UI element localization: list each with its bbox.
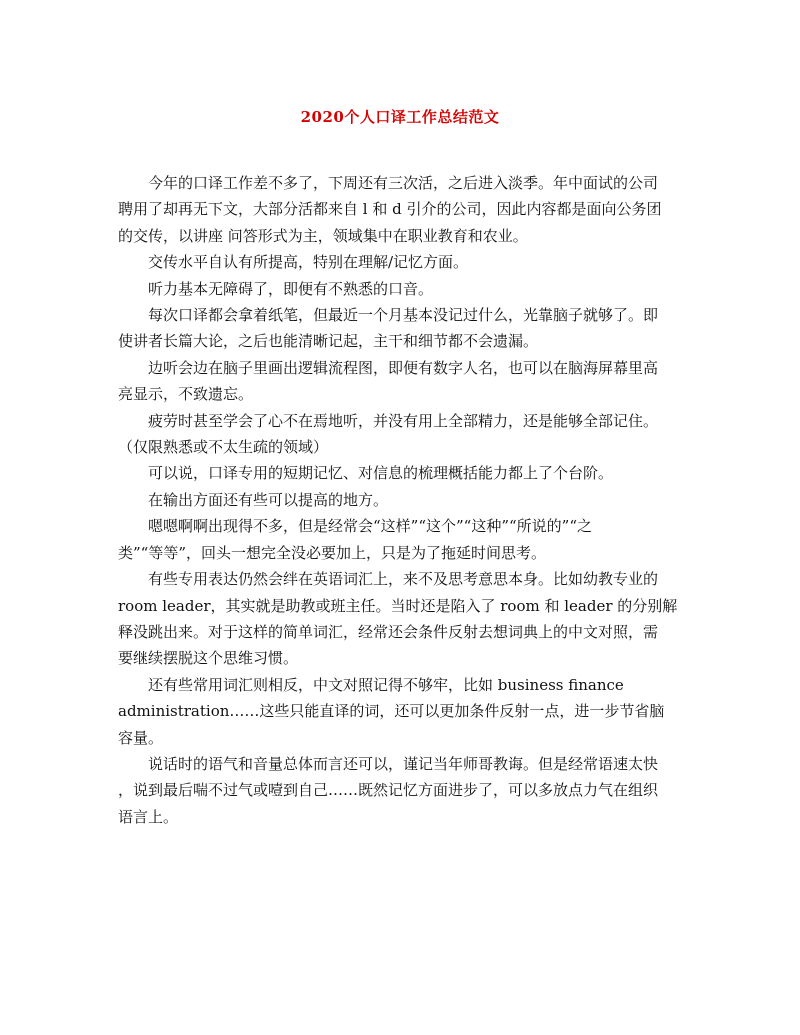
paragraph-line: ，说到最后喘不过气或噎到自己……既然记忆方面进步了，可以多放点力气在组织 bbox=[118, 781, 659, 800]
paragraph-line: 还有些常用词汇则相反，中文对照记得不够牢，比如 business finance bbox=[148, 675, 624, 694]
paragraph-line: 在输出方面还有些可以提高的地方。 bbox=[148, 490, 389, 509]
paragraph-line: 交传水平自认有所提高，特别在理解/记忆方面。 bbox=[148, 253, 469, 272]
paragraph-line: 语言上。 bbox=[118, 807, 179, 826]
paragraph-line: 的交传，以讲座 问答形式为主，领域集中在职业教育和农业。 bbox=[118, 226, 528, 245]
paragraph bbox=[118, 355, 688, 408]
document-body bbox=[118, 170, 688, 830]
paragraph-line: 有些专用表达仍然会绊在英语词汇上，来不及思考意思本身。比如幼教专业的 bbox=[148, 570, 659, 589]
paragraph-line: 今年的口译工作差不多了，下周还有三次活，之后进入淡季。年中面试的公司 bbox=[148, 174, 659, 192]
paragraph bbox=[118, 672, 688, 751]
paragraph bbox=[118, 487, 688, 513]
paragraph bbox=[118, 170, 688, 249]
paragraph-line: administration……这些只能直译的词，还可以更加条件反射一点，进一步节省脑 bbox=[118, 702, 665, 721]
paragraph-line: 要继续摆脱这个思维习惯。 bbox=[118, 649, 299, 668]
paragraph-line: 嗯嗯啊啊出现得不多，但是经常会“这样”“这个”“这种”“所说的”“之 bbox=[148, 517, 593, 536]
paragraph bbox=[118, 460, 688, 486]
paragraph bbox=[118, 513, 688, 566]
paragraph-line: （仅限熟悉或不太生疏的领域） bbox=[118, 438, 329, 457]
paragraph-line: room leader，其实就是助教或班主任。当时还是陷入了 room 和 leader 的分别解 bbox=[118, 596, 678, 615]
paragraph-line: 听力基本无障碍了，即便有不熟悉的口音。 bbox=[148, 279, 434, 298]
paragraph-line: 聘用了却再无下文，大部分活都来自 l 和 d 引介的公司，因此内容都是面向公务团 bbox=[118, 200, 662, 219]
paragraph bbox=[118, 249, 688, 275]
paragraph-line: 使讲者长篇大论，之后也能清晰记起，主干和细节都不会遗漏。 bbox=[118, 332, 539, 351]
paragraph-line: 疲劳时甚至学会了心不在焉地听，并没有用上全部精力，还是能够全部记住。 bbox=[148, 411, 659, 430]
paragraph-line: 边听会边在脑子里画出逻辑流程图，即便有数字人名，也可以在脑海屏幕里高 bbox=[148, 358, 659, 377]
paragraph-line: 容量。 bbox=[118, 728, 164, 747]
paragraph bbox=[118, 276, 688, 302]
paragraph-line: 亮显示，不致遗忘。 bbox=[118, 385, 254, 404]
paragraph-line: 可以说，口译专用的短期记忆、对信息的梳理概括能力都上了个台阶。 bbox=[148, 464, 614, 483]
paragraph-line: 说话时的语气和音量总体而言还可以，谨记当年师哥教诲。但是经常语速太快 bbox=[148, 754, 659, 773]
document-title: 2020个人口译工作总结范文 bbox=[300, 108, 500, 126]
paragraph-line: 类”“等等”，回头一想完全没必要加上，只是为了拖延时间思考。 bbox=[118, 543, 547, 562]
paragraph bbox=[118, 302, 688, 355]
paragraph-line: 释没跳出来。对于这样的简单词汇，经常还会条件反射去想词典上的中文对照，需 bbox=[118, 622, 659, 641]
paragraph bbox=[118, 408, 688, 461]
paragraph-line: 每次口译都会拿着纸笔，但最近一个月基本没记过什么，光靠脑子就够了。即 bbox=[148, 306, 659, 325]
paragraph bbox=[118, 751, 688, 830]
paragraph bbox=[118, 566, 688, 672]
